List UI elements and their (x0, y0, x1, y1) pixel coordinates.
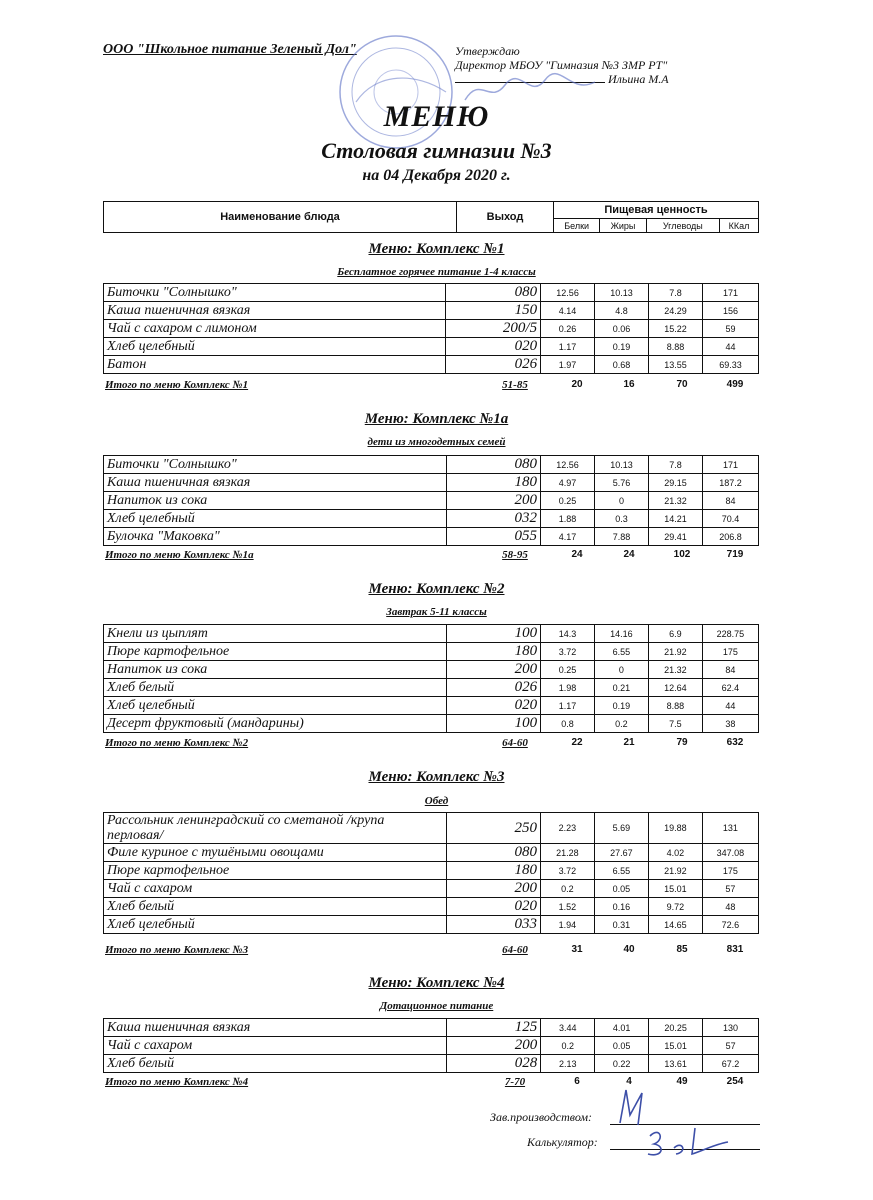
dish-fats: 4.8 (595, 302, 649, 320)
table-row (104, 715, 759, 733)
dish-carbs: 8.88 (648, 697, 702, 715)
col-header-output: Выход (457, 202, 554, 233)
dish-fats: 0.05 (594, 880, 648, 898)
table-row (104, 320, 759, 338)
dish-carbs: 15.22 (649, 320, 703, 338)
menu-items-table (103, 812, 759, 934)
dish-carbs: 29.15 (649, 474, 703, 492)
dish-name: Биточки "Солнышко" (104, 456, 447, 474)
dish-output: 150 (446, 302, 541, 320)
dish-fats: 10.13 (594, 456, 648, 474)
dish-carbs: 7.8 (649, 456, 703, 474)
dish-fats: 6.55 (594, 643, 648, 661)
dish-fats: 0.06 (595, 320, 649, 338)
dish-fats: 0.2 (594, 715, 648, 733)
total-fats: 40 (623, 944, 635, 955)
total-code: 64-60 (502, 737, 528, 749)
dish-proteins: 3.72 (541, 643, 595, 661)
menu-table-header (103, 201, 759, 233)
dish-fats: 0.05 (595, 1037, 649, 1055)
section-subtitle: Дотационное питание (379, 1000, 494, 1012)
dish-proteins: 4.97 (540, 474, 594, 492)
dish-name: Каша пшеничная вязкая (104, 474, 447, 492)
total-label: Итого по меню Комплекс №4 (105, 1076, 249, 1088)
table-row (104, 1055, 759, 1073)
organization-name: ООО "Школьное питание Зеленый Дол" (103, 42, 357, 57)
dish-output: 032 (446, 510, 540, 528)
table-row (104, 813, 759, 844)
dish-kcal: 57 (702, 880, 758, 898)
dish-carbs: 21.92 (648, 643, 702, 661)
dish-output: 180 (446, 862, 540, 880)
dish-kcal: 187.2 (703, 474, 759, 492)
dish-kcal: 44 (702, 697, 758, 715)
dish-proteins: 1.17 (541, 697, 595, 715)
dish-proteins: 1.88 (540, 510, 594, 528)
dish-name: Напиток из сока (104, 661, 447, 679)
dish-kcal: 347.08 (702, 844, 758, 862)
dish-output: 080 (446, 844, 540, 862)
dish-kcal: 57 (703, 1037, 759, 1055)
total-kcal: 831 (726, 944, 744, 955)
dish-carbs: 6.9 (648, 625, 702, 643)
dish-proteins: 1.94 (540, 916, 594, 934)
dish-carbs: 21.32 (649, 492, 703, 510)
dish-name: Хлеб целебный (104, 916, 447, 934)
table-row (104, 679, 759, 697)
dish-proteins: 0.2 (541, 1037, 595, 1055)
total-carbs: 85 (676, 944, 688, 955)
calculator-label: Калькулятор: (527, 1135, 598, 1149)
dish-kcal: 70.4 (703, 510, 759, 528)
dish-name: Булочка "Маковка" (104, 528, 447, 546)
dish-kcal: 206.8 (703, 528, 759, 546)
dish-name: Хлеб белый (104, 1055, 447, 1073)
section-subtitle: Бесплатное горячее питание 1-4 классы (337, 266, 536, 278)
dish-fats: 0 (594, 492, 648, 510)
dish-carbs: 20.25 (649, 1019, 703, 1037)
dish-name: Хлеб целебный (104, 697, 447, 715)
dish-output: 028 (446, 1055, 541, 1073)
dish-kcal: 175 (702, 862, 758, 880)
approve-label: Утверждаю (455, 44, 520, 58)
dish-name: Хлеб целебный (104, 510, 447, 528)
dish-name: Десерт фруктовый (мандарины) (104, 715, 447, 733)
dish-proteins: 1.98 (541, 679, 595, 697)
dish-proteins: 2.23 (540, 813, 594, 844)
total-label: Итого по меню Комплекс №1 (105, 379, 249, 391)
total-code: 51-85 (502, 379, 528, 391)
dish-fats: 6.55 (594, 862, 648, 880)
dish-output: 020 (446, 898, 540, 916)
total-carbs: 79 (676, 737, 688, 748)
total-proteins: 22 (571, 737, 583, 748)
dish-kcal: 48 (702, 898, 758, 916)
dish-carbs: 7.5 (648, 715, 702, 733)
dish-proteins: 0.26 (541, 320, 595, 338)
total-label: Итого по меню Комплекс №2 (105, 737, 249, 749)
dish-fats: 0.16 (594, 898, 648, 916)
dish-output: 200 (446, 880, 540, 898)
table-row (104, 338, 759, 356)
total-carbs: 70 (676, 379, 688, 390)
menu-items-table (103, 624, 759, 733)
dish-proteins: 3.44 (541, 1019, 595, 1037)
dish-output: 033 (446, 916, 540, 934)
section-subtitle: Обед (424, 795, 449, 807)
page-subtitle: Столовая гимназии №3 (321, 138, 552, 163)
col-header-proteins: Белки (554, 219, 600, 233)
table-row (104, 862, 759, 880)
dish-fats: 0.68 (595, 356, 649, 374)
dish-output: 125 (446, 1019, 541, 1037)
dish-carbs: 15.01 (648, 880, 702, 898)
dish-kcal: 175 (702, 643, 758, 661)
calculator-signature-icon (640, 1122, 730, 1162)
dish-proteins: 3.72 (540, 862, 594, 880)
dish-name: Биточки "Солнышко" (104, 284, 446, 302)
dish-proteins: 0.2 (540, 880, 594, 898)
dish-carbs: 4.02 (648, 844, 702, 862)
table-row (104, 474, 759, 492)
total-kcal: 632 (726, 737, 744, 748)
section-total-row (103, 549, 759, 563)
approve-signer-name: Ильина М.А (608, 72, 669, 86)
col-header-nutrition: Пищевая ценность (554, 202, 759, 219)
dish-output: 080 (446, 456, 540, 474)
total-code: 58-95 (502, 549, 528, 561)
dish-carbs: 8.88 (649, 338, 703, 356)
total-proteins: 20 (571, 379, 583, 390)
dish-output: 020 (446, 338, 541, 356)
dish-proteins: 1.17 (541, 338, 595, 356)
page-title: МЕНЮ (383, 100, 490, 133)
total-label: Итого по меню Комплекс №1а (105, 549, 254, 561)
dish-output: 200 (446, 1037, 541, 1055)
dish-name: Пюре картофельное (104, 862, 447, 880)
dish-fats: 27.67 (594, 844, 648, 862)
dish-kcal: 131 (702, 813, 758, 844)
dish-proteins: 0.25 (541, 661, 595, 679)
dish-output: 080 (446, 284, 541, 302)
dish-carbs: 15.01 (649, 1037, 703, 1055)
dish-fats: 0.19 (594, 697, 648, 715)
dish-fats: 0.21 (594, 679, 648, 697)
dish-kcal: 130 (703, 1019, 759, 1037)
dish-fats: 0.31 (594, 916, 648, 934)
dish-name: Пюре картофельное (104, 643, 447, 661)
table-row (104, 528, 759, 546)
total-kcal: 499 (726, 379, 744, 390)
table-row (104, 844, 759, 862)
dish-kcal: 84 (702, 661, 758, 679)
table-row (104, 697, 759, 715)
dish-output: 026 (446, 356, 541, 374)
section-subtitle: Завтрак 5-11 классы (386, 606, 487, 618)
dish-fats: 4.01 (595, 1019, 649, 1037)
dish-carbs: 14.21 (649, 510, 703, 528)
dish-kcal: 38 (702, 715, 758, 733)
total-proteins: 24 (571, 549, 583, 560)
table-row (104, 1019, 759, 1037)
dish-fats: 7.88 (594, 528, 648, 546)
dish-carbs: 24.29 (649, 302, 703, 320)
production-label: Зав.производством: (490, 1110, 593, 1124)
dish-output: 250 (446, 813, 540, 844)
section-title: Меню: Комплекс №1 (368, 241, 505, 257)
table-row (104, 880, 759, 898)
table-row (104, 302, 759, 320)
table-row (104, 643, 759, 661)
dish-kcal: 44 (703, 338, 759, 356)
dish-proteins: 1.52 (540, 898, 594, 916)
table-row (104, 284, 759, 302)
dish-output: 026 (446, 679, 540, 697)
col-header-kcal: ККал (719, 219, 758, 233)
table-row (104, 661, 759, 679)
table-row (104, 356, 759, 374)
dish-name: Кнели из цыплят (104, 625, 447, 643)
page-date: на 04 Декабря 2020 г. (362, 167, 511, 184)
total-fats: 21 (623, 737, 635, 748)
total-fats: 24 (623, 549, 635, 560)
dish-output: 180 (446, 643, 540, 661)
dish-kcal: 62.4 (702, 679, 758, 697)
total-kcal: 254 (726, 1076, 744, 1087)
section-title: Меню: Комплекс №1а (364, 411, 509, 427)
total-code: 7-70 (504, 1076, 526, 1088)
dish-fats: 10.13 (595, 284, 649, 302)
dish-name: Чай с сахаром (104, 1037, 447, 1055)
dish-fats: 14.16 (594, 625, 648, 643)
dish-proteins: 14.3 (541, 625, 595, 643)
dish-carbs: 19.88 (648, 813, 702, 844)
menu-items-table (103, 283, 759, 374)
dish-carbs: 13.61 (649, 1055, 703, 1073)
dish-kcal: 72.6 (702, 916, 758, 934)
total-fats: 4 (626, 1076, 632, 1087)
dish-carbs: 13.55 (649, 356, 703, 374)
menu-items-table (103, 455, 759, 546)
dish-kcal: 228.75 (702, 625, 758, 643)
dish-name: Рассольник ленинградский со сметаной /крупа перловая/ (104, 813, 447, 844)
dish-name: Хлеб белый (104, 679, 447, 697)
dish-output: 180 (446, 474, 540, 492)
table-row (104, 898, 759, 916)
table-row (104, 916, 759, 934)
total-carbs: 49 (676, 1076, 688, 1087)
table-row (104, 492, 759, 510)
dish-fats: 0.3 (594, 510, 648, 528)
dish-carbs: 9.72 (648, 898, 702, 916)
section-total-row (103, 379, 759, 393)
dish-name: Каша пшеничная вязкая (104, 302, 446, 320)
dish-fats: 0 (594, 661, 648, 679)
dish-name: Батон (104, 356, 446, 374)
dish-output: 020 (446, 697, 540, 715)
total-fats: 16 (623, 379, 635, 390)
dish-output: 200 (446, 661, 540, 679)
table-row (104, 1037, 759, 1055)
dish-proteins: 4.14 (541, 302, 595, 320)
menu-items-table (103, 1018, 759, 1073)
col-header-name: Наименование блюда (104, 202, 457, 233)
dish-kcal: 69.33 (703, 356, 759, 374)
section-total-row (103, 737, 759, 751)
stamp-icon (336, 32, 456, 152)
section-total-row (103, 944, 759, 958)
total-code: 64-60 (502, 944, 528, 956)
dish-name: Чай с сахаром (104, 880, 447, 898)
dish-kcal: 84 (703, 492, 759, 510)
total-proteins: 31 (571, 944, 583, 955)
section-title: Меню: Комплекс №3 (368, 769, 505, 785)
dish-proteins: 12.56 (540, 456, 594, 474)
dish-carbs: 29.41 (649, 528, 703, 546)
approve-position: Директор МБОУ "Гимназия №3 ЗМР РТ" (455, 58, 668, 72)
dish-fats: 0.22 (595, 1055, 649, 1073)
dish-carbs: 12.64 (648, 679, 702, 697)
dish-fats: 5.76 (594, 474, 648, 492)
dish-kcal: 171 (703, 284, 759, 302)
dish-proteins: 4.17 (540, 528, 594, 546)
total-label: Итого по меню Комплекс №3 (105, 944, 249, 956)
col-header-carbs: Углеводы (646, 219, 719, 233)
total-proteins: 6 (574, 1076, 580, 1087)
dish-proteins: 0.8 (541, 715, 595, 733)
dish-output: 055 (446, 528, 540, 546)
dish-output: 100 (446, 715, 540, 733)
table-row (104, 510, 759, 528)
dish-proteins: 21.28 (540, 844, 594, 862)
dish-proteins: 0.25 (540, 492, 594, 510)
dish-carbs: 21.92 (648, 862, 702, 880)
dish-name: Напиток из сока (104, 492, 447, 510)
dish-kcal: 67.2 (703, 1055, 759, 1073)
table-row (104, 625, 759, 643)
dish-output: 200 (446, 492, 540, 510)
section-title: Меню: Комплекс №2 (368, 581, 505, 597)
table-row (104, 456, 759, 474)
dish-name: Хлеб целебный (104, 338, 446, 356)
dish-carbs: 14.65 (648, 916, 702, 934)
section-subtitle: дети из многодетных семей (367, 436, 506, 448)
dish-output: 100 (446, 625, 540, 643)
dish-kcal: 59 (703, 320, 759, 338)
dish-carbs: 21.32 (648, 661, 702, 679)
dish-fats: 5.69 (594, 813, 648, 844)
section-title: Меню: Комплекс №4 (368, 975, 505, 991)
dish-proteins: 2.13 (541, 1055, 595, 1073)
dish-fats: 0.19 (595, 338, 649, 356)
dish-name: Чай с сахаром с лимоном (104, 320, 446, 338)
dish-proteins: 1.97 (541, 356, 595, 374)
col-header-fats: Жиры (600, 219, 646, 233)
dish-kcal: 171 (703, 456, 759, 474)
dish-proteins: 12.56 (541, 284, 595, 302)
dish-carbs: 7.8 (649, 284, 703, 302)
dish-output: 200/5 (446, 320, 541, 338)
dish-name: Каша пшеничная вязкая (104, 1019, 447, 1037)
dish-kcal: 156 (703, 302, 759, 320)
total-carbs: 102 (673, 549, 691, 560)
total-kcal: 719 (726, 549, 744, 560)
dish-name: Филе куриное с тушёными овощами (104, 844, 447, 862)
dish-name: Хлеб белый (104, 898, 447, 916)
